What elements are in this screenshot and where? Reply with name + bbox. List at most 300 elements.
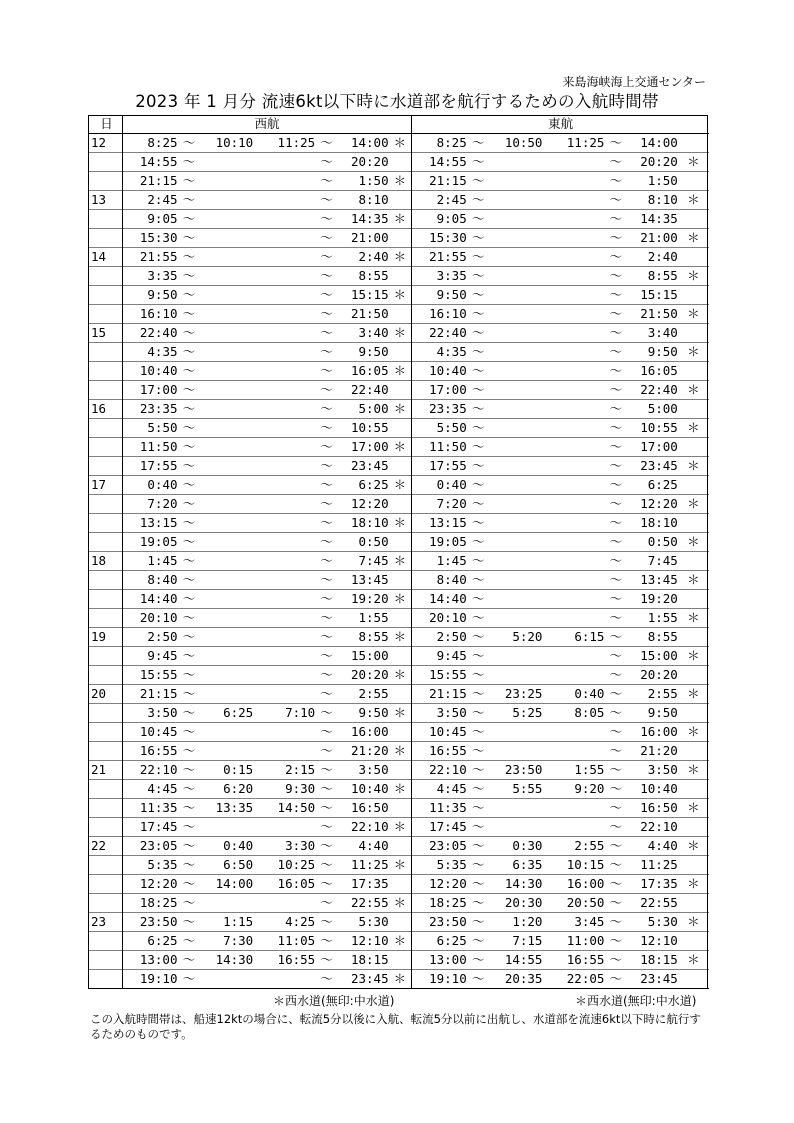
east-start-time: 17:45: [429, 819, 467, 834]
tilde: ～: [609, 781, 623, 796]
west-end-time: 19:20: [350, 591, 389, 606]
tilde: ～: [471, 363, 485, 378]
tilde: ～: [320, 287, 333, 302]
west-start-time: 16:55: [139, 743, 178, 758]
west-pause-start: [200, 343, 253, 362]
day-cell: [88, 305, 122, 324]
west-pause-start: [200, 666, 253, 685]
west-pause-start: [200, 590, 253, 609]
east-pause-start: 14:30: [504, 876, 543, 891]
day-cell: 23: [88, 913, 122, 932]
tilde: ～: [182, 971, 196, 986]
east-pause-end: 22:05: [566, 971, 605, 986]
tilde: ～: [609, 420, 623, 435]
east-pause-start: [490, 476, 543, 495]
west-west-channel-mark: ＊: [389, 742, 412, 761]
table-row: [88, 324, 709, 343]
tilde: ～: [182, 344, 196, 359]
west-start-time: 15:55: [139, 667, 178, 682]
tilde: ～: [182, 154, 196, 169]
west-pause-end: [253, 609, 315, 628]
east-pause-start: [490, 495, 543, 514]
tilde: ～: [320, 344, 333, 359]
east-pause-start: 6:35: [512, 857, 543, 872]
east-start-time: 15:55: [429, 667, 467, 682]
east-pause-end: [542, 476, 604, 495]
west-pause-start: 10:10: [215, 135, 254, 150]
east-end-time: 22:55: [640, 895, 678, 910]
tilde: ～: [471, 781, 485, 796]
east-west-channel-mark: [678, 248, 709, 267]
tilde: ～: [320, 876, 333, 891]
tilde: ～: [182, 249, 196, 264]
day-cell: [88, 267, 122, 286]
east-pause-end: 2:55: [574, 838, 605, 853]
day-cell: [88, 818, 122, 837]
tilde: ～: [471, 534, 485, 549]
tilde: ～: [182, 515, 196, 530]
table-row: [88, 894, 709, 913]
east-west-channel-mark: [678, 438, 709, 457]
tilde: ～: [609, 724, 623, 739]
tilde: ～: [320, 325, 333, 340]
west-pause-start: [200, 248, 253, 267]
tilde: ～: [471, 819, 485, 834]
tilde: ～: [182, 382, 196, 397]
east-pause-start: [490, 191, 543, 210]
east-pause-start: 5:55: [512, 781, 543, 796]
east-west-channel-mark: [678, 400, 709, 419]
west-pause-end: [253, 685, 315, 704]
west-pause-start: [200, 742, 253, 761]
east-end-time: 23:45: [640, 971, 678, 986]
west-start-time: 21:55: [139, 249, 178, 264]
east-west-channel-mark: ＊: [687, 762, 700, 777]
east-start-time: 21:55: [429, 249, 467, 264]
day-cell: [88, 514, 122, 533]
east-pause-end: [542, 533, 604, 552]
west-start-time: 21:15: [139, 173, 178, 188]
east-start-time: 10:45: [429, 724, 467, 739]
west-pause-start: 6:25: [223, 705, 254, 720]
east-pause-start: [490, 647, 543, 666]
east-west-channel-mark: [678, 818, 709, 837]
west-start-time: 10:40: [139, 363, 178, 378]
tilde: ～: [320, 724, 333, 739]
table-row: [88, 267, 709, 286]
west-start-time: 0:40: [147, 477, 178, 492]
west-west-channel-mark: ＊: [389, 362, 412, 381]
east-start-time: 13:00: [429, 952, 467, 967]
day-cell: [88, 609, 122, 628]
west-pause-start: [200, 818, 253, 837]
tilde: ～: [609, 363, 623, 378]
tilde: ～: [320, 382, 333, 397]
tilde: ～: [609, 458, 623, 473]
east-pause-start: [490, 514, 543, 533]
east-west-channel-mark: ＊: [687, 686, 700, 701]
table-row: [88, 837, 709, 856]
east-end-time: 10:40: [640, 781, 678, 796]
day-cell: 14: [88, 248, 122, 267]
table-row: [88, 666, 709, 685]
west-end-time: 5:00: [358, 401, 389, 416]
tilde: ～: [320, 439, 333, 454]
east-pause-start: 10:50: [504, 135, 543, 150]
table-row: [88, 514, 709, 533]
west-pause-start: 0:15: [223, 762, 254, 777]
tilde: ～: [182, 420, 196, 435]
east-start-time: 0:40: [436, 477, 467, 492]
tilde: ～: [471, 724, 485, 739]
west-pause-end: [253, 172, 315, 191]
west-pause-end: [253, 571, 315, 590]
east-west-channel-mark: ＊: [687, 230, 700, 245]
east-start-time: 5:50: [436, 420, 467, 435]
day-cell: [88, 780, 122, 799]
day-cell: [88, 666, 122, 685]
east-west-channel-mark: [678, 552, 709, 571]
east-start-time: 14:55: [429, 154, 467, 169]
tilde: ～: [471, 838, 485, 853]
tilde: ～: [471, 268, 485, 283]
west-pause-end: 14:50: [277, 800, 316, 815]
east-pause-end: [542, 818, 604, 837]
east-pause-start: [490, 438, 543, 457]
east-end-time: 18:15: [640, 952, 678, 967]
east-start-time: 16:55: [429, 743, 467, 758]
day-cell: [88, 172, 122, 191]
tilde: ～: [609, 876, 623, 891]
tilde: ～: [471, 800, 485, 815]
east-pause-end: 10:15: [566, 857, 605, 872]
east-start-time: 22:40: [429, 325, 467, 340]
tilde: ～: [320, 363, 333, 378]
tilde: ～: [471, 135, 485, 150]
east-pause-start: [490, 609, 543, 628]
table-row: [88, 780, 709, 799]
east-end-time: 2:40: [647, 249, 678, 264]
west-pause-start: [200, 533, 253, 552]
east-west-channel-mark: [678, 894, 709, 913]
tilde: ～: [182, 458, 196, 473]
east-west-channel-mark: ＊: [687, 306, 700, 321]
table-row: [88, 495, 709, 514]
tilde: ～: [320, 705, 333, 720]
east-start-time: 7:20: [436, 496, 467, 511]
east-west-channel-mark: ＊: [687, 648, 700, 663]
east-end-time: 19:20: [640, 591, 678, 606]
east-west-channel-mark: ＊: [687, 838, 700, 853]
tilde: ～: [609, 686, 623, 701]
west-pause-start: 14:00: [215, 876, 254, 891]
day-cell: [88, 343, 122, 362]
tilde: ～: [182, 439, 196, 454]
tilde: ～: [609, 762, 623, 777]
timetable-body: [88, 134, 709, 989]
table-row: [88, 723, 709, 742]
west-pause-end: 11:25: [277, 135, 316, 150]
west-pause-start: [200, 571, 253, 590]
east-start-time: 8:25: [436, 135, 467, 150]
tilde: ～: [609, 268, 623, 283]
east-end-time: 2:55: [647, 686, 678, 701]
east-pause-start: [490, 267, 543, 286]
tilde: ～: [471, 515, 485, 530]
east-pause-end: [542, 210, 604, 229]
day-cell: [88, 419, 122, 438]
tilde: ～: [182, 705, 196, 720]
west-pause-end: [253, 552, 315, 571]
east-pause-start: [490, 571, 543, 590]
west-end-time: 9:50: [358, 344, 389, 359]
tilde: ～: [182, 534, 196, 549]
tilde: ～: [182, 876, 196, 891]
table-row: [88, 951, 709, 970]
day-cell: 21: [88, 761, 122, 780]
east-pause-start: [490, 419, 543, 438]
west-pause-end: 11:05: [277, 933, 316, 948]
west-pause-end: 16:55: [277, 952, 316, 967]
tilde: ～: [471, 591, 485, 606]
west-west-channel-mark: ＊: [389, 324, 412, 343]
east-end-time: 8:55: [647, 629, 678, 644]
east-pause-start: [490, 400, 543, 419]
east-end-time: 0:50: [647, 534, 678, 549]
east-end-time: 16:05: [640, 363, 678, 378]
tilde: ～: [471, 610, 485, 625]
tilde: ～: [320, 629, 333, 644]
tilde: ～: [471, 667, 485, 682]
east-west-channel-mark: [678, 856, 709, 875]
east-pause-end: [542, 457, 604, 476]
east-west-channel-mark: ＊: [687, 496, 700, 511]
west-end-time: 21:50: [350, 306, 389, 321]
tilde: ～: [182, 401, 196, 416]
west-west-channel-mark: [389, 647, 412, 666]
tilde: ～: [182, 477, 196, 492]
tilde: ～: [320, 135, 333, 150]
west-end-time: 21:00: [350, 230, 389, 245]
east-start-time: 20:10: [429, 610, 467, 625]
east-west-channel-mark: ＊: [687, 572, 700, 587]
west-start-time: 2:45: [147, 192, 178, 207]
west-pause-start: [200, 381, 253, 400]
west-end-time: 17:35: [350, 876, 389, 891]
west-pause-end: [253, 210, 315, 229]
west-start-time: 23:05: [139, 838, 178, 853]
east-start-time: 10:40: [429, 363, 467, 378]
tilde: ～: [182, 553, 196, 568]
tilde: ～: [320, 610, 333, 625]
east-start-time: 23:05: [429, 838, 467, 853]
west-end-time: 5:30: [358, 914, 389, 929]
table-row: [88, 533, 709, 552]
west-west-channel-mark: [389, 457, 412, 476]
east-pause-end: [542, 495, 604, 514]
east-start-time: 2:50: [436, 629, 467, 644]
east-pause-end: [542, 191, 604, 210]
west-start-time: 22:10: [139, 762, 178, 777]
east-pause-end: 6:15: [574, 629, 605, 644]
west-start-time: 4:35: [147, 344, 178, 359]
tilde: ～: [320, 154, 333, 169]
tilde: ～: [320, 743, 333, 758]
east-end-time: 10:55: [640, 420, 678, 435]
west-west-channel-mark: ＊: [389, 248, 412, 267]
east-west-channel-mark: ＊: [687, 800, 700, 815]
west-start-time: 10:45: [139, 724, 178, 739]
east-pause-end: [542, 286, 604, 305]
day-cell: [88, 894, 122, 913]
east-start-time: 4:45: [436, 781, 467, 796]
east-pause-end: [542, 381, 604, 400]
tilde: ～: [471, 477, 485, 492]
east-start-time: 11:35: [429, 800, 467, 815]
west-start-time: 21:15: [139, 686, 178, 701]
west-west-channel-mark: [389, 153, 412, 172]
west-west-channel-mark: [389, 723, 412, 742]
east-end-time: 12:20: [640, 496, 678, 511]
tilde: ～: [609, 838, 623, 853]
tilde: ～: [320, 971, 333, 986]
tilde: ～: [320, 496, 333, 511]
tilde: ～: [320, 211, 333, 226]
east-start-time: 22:10: [429, 762, 467, 777]
east-pause-start: [490, 229, 543, 248]
tilde: ～: [320, 477, 333, 492]
west-start-time: 19:10: [139, 971, 178, 986]
west-start-time: 9:05: [147, 211, 178, 226]
timetable: [88, 115, 709, 989]
west-west-channel-mark: [389, 191, 412, 210]
tilde: ～: [182, 686, 196, 701]
west-pause-start: [200, 267, 253, 286]
table-row: [88, 134, 709, 153]
west-west-channel-mark: ＊: [389, 666, 412, 685]
west-end-time: 23:45: [350, 971, 389, 986]
east-west-channel-mark: [678, 210, 709, 229]
west-west-channel-mark: [389, 951, 412, 970]
east-pause-start: [490, 362, 543, 381]
tilde: ～: [609, 629, 623, 644]
east-end-time: 9:50: [647, 344, 678, 359]
east-west-channel-mark: ＊: [687, 382, 700, 397]
day-cell: [88, 229, 122, 248]
day-cell: 13: [88, 191, 122, 210]
west-start-time: 18:25: [139, 895, 178, 910]
east-west-channel-mark: ＊: [687, 420, 700, 435]
table-row: [88, 191, 709, 210]
east-end-time: 8:55: [647, 268, 678, 283]
east-pause-start: [490, 324, 543, 343]
east-start-time: 5:35: [436, 857, 467, 872]
east-end-time: 16:50: [640, 800, 678, 815]
west-pause-start: 7:30: [223, 933, 254, 948]
west-start-time: 17:55: [139, 458, 178, 473]
east-start-time: 21:15: [429, 686, 467, 701]
tilde: ～: [320, 553, 333, 568]
west-end-time: 14:00: [350, 135, 389, 150]
west-start-time: 7:20: [147, 496, 178, 511]
west-pause-start: 14:30: [215, 952, 254, 967]
west-pause-start: [200, 628, 253, 647]
west-west-channel-mark: [389, 495, 412, 514]
west-start-time: 23:35: [139, 401, 178, 416]
tilde: ～: [182, 496, 196, 511]
west-west-channel-mark: ＊: [389, 932, 412, 951]
tilde: ～: [182, 895, 196, 910]
day-cell: [88, 875, 122, 894]
east-pause-start: [490, 799, 543, 818]
west-end-time: 20:20: [350, 154, 389, 169]
east-pause-start: [490, 723, 543, 742]
tilde: ～: [182, 914, 196, 929]
east-start-time: 14:40: [429, 591, 467, 606]
header-east: 東航: [548, 116, 574, 131]
tilde: ～: [471, 230, 485, 245]
table-row: [88, 457, 709, 476]
east-start-time: 15:30: [429, 230, 467, 245]
table-row: [88, 647, 709, 666]
west-west-channel-mark: ＊: [389, 286, 412, 305]
tilde: ～: [471, 876, 485, 891]
west-pause-end: [253, 381, 315, 400]
tilde: ～: [471, 648, 485, 663]
table-row: [88, 628, 709, 647]
west-start-time: 8:25: [147, 135, 178, 150]
west-pause-start: 13:35: [215, 800, 254, 815]
day-cell: [88, 381, 122, 400]
east-start-time: 9:45: [436, 648, 467, 663]
tilde: ～: [320, 458, 333, 473]
day-cell: [88, 932, 122, 951]
east-pause-end: [542, 153, 604, 172]
east-west-channel-mark: [678, 286, 709, 305]
east-pause-end: 16:00: [566, 876, 605, 891]
tilde: ～: [320, 192, 333, 207]
west-west-channel-mark: ＊: [389, 172, 412, 191]
west-west-channel-mark: ＊: [389, 704, 412, 723]
east-start-time: 9:05: [436, 211, 467, 226]
tilde: ～: [471, 211, 485, 226]
day-cell: [88, 362, 122, 381]
day-cell: [88, 951, 122, 970]
west-pause-start: [200, 305, 253, 324]
east-end-time: 5:00: [647, 401, 678, 416]
day-cell: [88, 571, 122, 590]
tilde: ～: [182, 857, 196, 872]
east-west-channel-mark: ＊: [687, 914, 700, 929]
east-end-time: 15:15: [640, 287, 678, 302]
west-west-channel-mark: ＊: [389, 780, 412, 799]
west-west-channel-mark: ＊: [389, 856, 412, 875]
tilde: ～: [320, 800, 333, 815]
day-cell: [88, 590, 122, 609]
east-pause-end: [542, 324, 604, 343]
west-start-time: 13:00: [139, 952, 178, 967]
east-west-channel-mark: ＊: [687, 724, 700, 739]
west-pause-end: [253, 970, 315, 989]
west-pause-end: [253, 666, 315, 685]
east-start-time: 1:45: [436, 553, 467, 568]
tilde: ～: [609, 211, 623, 226]
tilde: ～: [609, 173, 623, 188]
west-pause-start: [200, 324, 253, 343]
legend-east: ＊西水道(無印:中水道): [575, 994, 697, 1008]
west-end-time: 0:50: [358, 534, 389, 549]
west-pause-end: [253, 476, 315, 495]
